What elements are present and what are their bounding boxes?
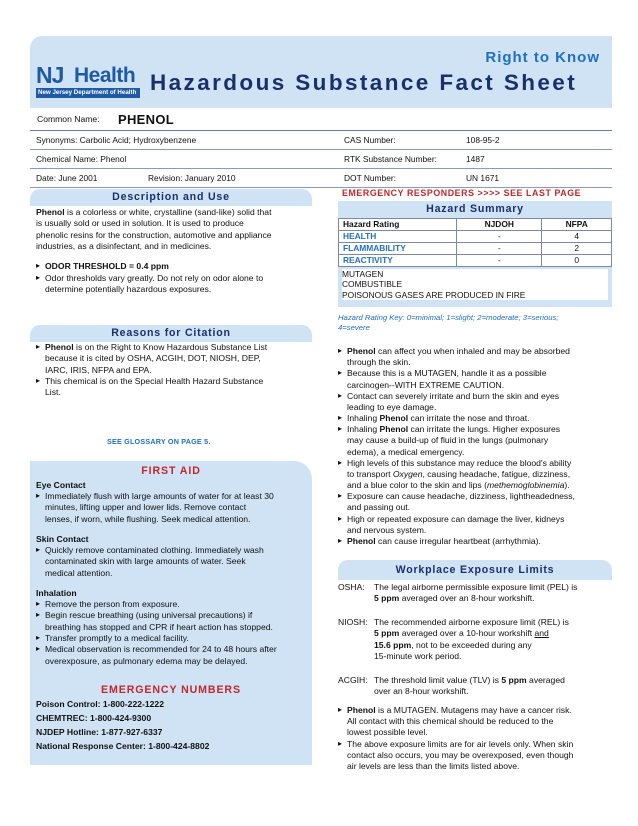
workplace-line: air levels are less than the limits listed above. [347,760,520,771]
workplace-line: is a MUTAGEN. Mutagens may have a cancer risk. [375,705,572,715]
reasons-line: is on the Right to Know Hazardous Substance List [73,342,268,352]
inhalation-line: overexposure, as pulmonary edema may be delayed. [45,655,248,666]
health-line: Because this is a MUTAGEN, handle it as a possible [347,368,547,379]
reasons-line: This chemical is on the Special Health Hazard Substance [45,376,264,387]
description-body [36,207,308,295]
page-title: Hazardous Substance Fact Sheet [150,70,578,95]
description-line: industries, as a disinfectant, and in medicines. [36,241,212,252]
njdep-hotline-number: NJDEP Hotline: 1-877-927-6337 [36,727,163,737]
meta-row-1 [30,131,612,150]
osha-text [374,582,612,605]
health-line [338,469,612,480]
list-item [338,739,612,750]
list-item [338,536,612,547]
phenol-bold: Phenol [347,346,376,356]
health-effects-list [338,346,612,547]
phenol-bold: Phenol [379,413,409,424]
eye-contact-bullet [36,491,306,502]
health-line: can cause irregular heartbeat (arrhythmia). [375,535,541,546]
reasons-bullet [36,342,308,353]
niosh-label: NIOSH: [338,617,368,627]
inhalation-bullet [36,599,306,610]
hazard-notes [342,269,608,300]
eye-line: minutes, lifting upper and lower lids. Remove contact [45,502,247,513]
health-line [338,480,612,491]
workplace-line: contact also occurs, you may be overexposed, even though [347,749,574,760]
acgih-label: ACGIH: [338,675,368,685]
dot-label: DOT Number: [344,173,396,183]
health-text: and a blue color to the skin and lips ( [347,480,487,491]
synonyms-text: Synonyms: Carbolic Acid; Hydroxybenzene [36,135,197,145]
osha-label: OSHA: [338,582,365,592]
health-line: leading to eye damage. [347,401,437,412]
list-item [338,514,612,525]
list-item [338,346,612,357]
osha-text-post: averaged over an 8-hour workshift. [399,593,535,604]
hazard-nfpa: 0 [542,255,612,267]
health-italic: methemoglobinemia [486,480,565,491]
common-name-label: Common Name: [37,114,100,124]
reasons-line: List. [45,387,61,398]
description-line: phenolic resins for the construction, automotive and appliance [36,229,272,240]
hazard-key-line: Hazard Rating Key: 0=minimal; 1=slight; 2=moderate; 3=serious; [338,313,559,322]
niosh-text-post: , not to be exceeded during any [411,639,532,650]
osha-line [374,593,612,604]
description-line: is usually sold or used in solution. It is used to produce [36,218,244,229]
health-line: can irritate the nose and throat. [408,413,530,424]
niosh-text [374,617,612,662]
health-line: Inhaling [347,413,380,424]
chemical-name-text: Chemical Name: Phenol [36,154,127,164]
inhalation-heading: Inhalation [36,588,77,598]
table-row [339,243,612,255]
emergency-responders-reference[interactable]: EMERGENCY RESPONDERS >>>> SEE LAST PAGE [342,188,582,198]
emergency-numbers-heading: EMERGENCY NUMBERS [101,684,241,696]
health-line: can irritate the lungs. Higher exposures [408,424,561,435]
poison-control-number: Poison Control: 1-800-222-1222 [36,699,164,709]
health-line: Contact can severely irritate and burn the skin and eyes [347,390,560,401]
hazard-nfpa: 4 [542,231,612,243]
skin-contact-bullet [36,545,306,556]
logo-health-text: Health [74,64,136,87]
meta-row-2 [30,150,612,169]
reasons-phenol-bold: Phenol [45,342,74,352]
hazard-name: HEALTH [339,231,457,243]
inhalation-bullet [36,610,306,621]
dot-value: UN 1671 [466,173,500,183]
reasons-heading: Reasons for Citation [30,325,312,342]
eye-contact-body [36,491,306,525]
skin-line: medical attention. [45,567,113,578]
table-row [339,255,612,267]
phenol-bold: Phenol [347,705,376,715]
common-name-value: PHENOL [118,112,174,127]
glossary-link[interactable]: SEE GLOSSARY ON PAGE 5. [107,437,211,446]
hazard-njdoh: - [457,255,542,267]
col-njdoh: NJDOH [457,219,542,231]
workplace-notes [338,705,612,772]
hazard-name: FLAMMABILITY [339,243,457,255]
health-text: to transport [347,468,393,479]
list-item [338,391,612,402]
health-line: High levels of this substance may reduce the blood's ability [347,457,572,468]
reasons-line: IARC, IRIS, NFPA and EPA. [45,364,152,375]
col-nfpa: NFPA [542,219,612,231]
health-line: edema), a medical emergency. [347,446,465,457]
osha-line: The legal airborne permissible exposure limit (PEL) is [374,582,578,592]
meta-row-3 [30,169,612,188]
hazard-njdoh: - [457,243,542,255]
niosh-stel-value: 15.6 ppm [374,639,412,650]
list-item [338,458,612,469]
workplace-line: The above exposure limits are for air levels only. When skin [347,738,574,749]
acgih-line [374,675,612,686]
hazard-note: COMBUSTIBLE [342,279,403,290]
cas-value: 108-95-2 [466,135,500,145]
revision-text: Revision: January 2010 [148,173,236,183]
osha-value: 5 ppm [374,593,400,604]
description-line: is a colorless or white, crystalline (sand-like) solid that [64,207,272,217]
health-line: and nervous system. [347,524,427,535]
hazard-note: MUTAGEN [342,269,384,279]
acgih-value: 5 ppm [501,675,527,685]
national-response-center-number: National Response Center: 1-800-424-8802 [36,741,210,751]
nj-health-logo [34,60,140,102]
right-to-know-label: Right to Know [485,49,600,66]
health-line: High or repeated exposure can damage the liver, kidneys [347,513,565,524]
niosh-underline: and [534,628,549,639]
niosh-line: 15-minute work period. [374,651,462,662]
workplace-limits-heading: Workplace Exposure Limits [395,564,555,576]
list-item [338,491,612,502]
odor-note-bullet [36,273,308,284]
skin-contact-body [36,545,306,579]
workplace-line: lowest possible level. [347,727,428,738]
reasons-bullet [36,376,308,387]
hazard-note: POISONOUS GASES ARE PRODUCED IN FIRE [342,289,526,300]
inhalation-line: breathing has stopped and CPR if heart action has stopped. [45,621,273,632]
health-text: ). [564,480,570,491]
first-aid-heading: FIRST AID [141,465,201,477]
inhalation-line: Medical observation is recommended for 24 to 48 hours after [45,644,277,655]
common-name-row [30,109,612,131]
niosh-value: 5 ppm [374,628,400,639]
odor-threshold-text: ODOR THRESHOLD = 0.4 ppm [45,261,169,272]
eye-contact-heading: Eye Contact [36,480,86,490]
health-line: and passing out. [347,502,411,513]
skin-line: contaminated skin with large amounts of water. Seek [45,556,246,567]
chemtrec-number: CHEMTREC: 1-800-424-9300 [36,713,152,723]
list-item [338,368,612,379]
hazard-summary-heading: Hazard Summary [426,203,524,215]
col-hazard-rating: Hazard Rating [339,219,457,231]
phenol-bold: Phenol [347,535,376,546]
inhalation-line: Remove the person from exposure. [45,599,180,609]
description-phenol-bold: Phenol [36,207,65,217]
logo-nj-text: NJ [36,62,64,88]
odor-note-line: determine potentially hazardous exposures. [45,284,212,295]
odor-threshold-bullet [36,261,308,272]
niosh-text-post: averaged over a 10-hour workshift [399,628,535,639]
hazard-njdoh: - [457,231,542,243]
odor-note-line: Odor thresholds vary greatly. Do not rely on odor alone to [45,272,264,283]
hazard-rating-key [338,313,612,333]
list-item [338,413,612,424]
hazard-rating-table [338,218,612,267]
niosh-line [374,628,612,639]
health-line: may cause a build-up of fluid in the lungs (pulmonary [347,435,549,446]
logo-department-text: New Jersey Department of Health [36,88,140,98]
description-heading: Description and Use [30,189,312,206]
skin-line: Quickly remove contaminated clothing. Immediately wash [45,545,264,555]
reasons-body [36,342,308,399]
table-row [339,231,612,243]
health-line: Exposure can cause headache, dizziness, lightheadedness, [347,491,575,502]
cas-label: CAS Number: [344,135,396,145]
date-text: Date: June 2001 [36,173,98,183]
inhalation-bullet [36,633,306,644]
health-line: can affect you when inhaled and may be absorbed [375,346,570,356]
acgih-text [374,675,612,698]
table-header-row [339,219,612,231]
skin-contact-heading: Skin Contact [36,534,89,544]
acgih-text-pre: The threshold limit value (TLV) is [374,675,502,685]
phenol-bold: Phenol [379,424,409,435]
inhalation-body [36,599,306,667]
rtk-value: 1487 [466,154,485,164]
rtk-label: RTK Substance Number: [344,154,437,164]
list-item [338,424,612,435]
hazard-nfpa: 2 [542,243,612,255]
niosh-line: The recommended airborne exposure limit (REL) is [374,617,569,627]
acgih-text-post: averaged [526,675,565,685]
hazard-key-line: 4=severe [338,322,370,332]
list-item [338,705,612,716]
health-line: Inhaling [347,424,380,435]
health-line: carcinogen--WITH EXTREME CAUTION. [347,379,505,390]
health-line: through the skin. [347,357,411,368]
reasons-line: because it is cited by OSHA, ACGIH, DOT, NIOSH, DEP, [45,353,261,364]
health-italic: Oxygen [392,468,423,479]
health-text: , causing headache, fatigue, dizziness, [422,468,571,479]
workplace-line: All contact with this chemical should be reduced to the [347,716,554,727]
acgih-line: over an 8-hour workshift. [374,686,469,697]
eye-line: Immediately flush with large amounts of water for at least 30 [45,491,274,501]
hazard-name: REACTIVITY [339,255,457,267]
eye-line: lenses, if worn, while flushing. Seek medical attention. [45,513,251,524]
inhalation-line: Begin rescue breathing (using universal precautions) if [45,610,253,621]
niosh-line [374,640,612,651]
inhalation-line: Transfer promptly to a medical facility. [45,633,189,644]
inhalation-bullet [36,644,306,655]
